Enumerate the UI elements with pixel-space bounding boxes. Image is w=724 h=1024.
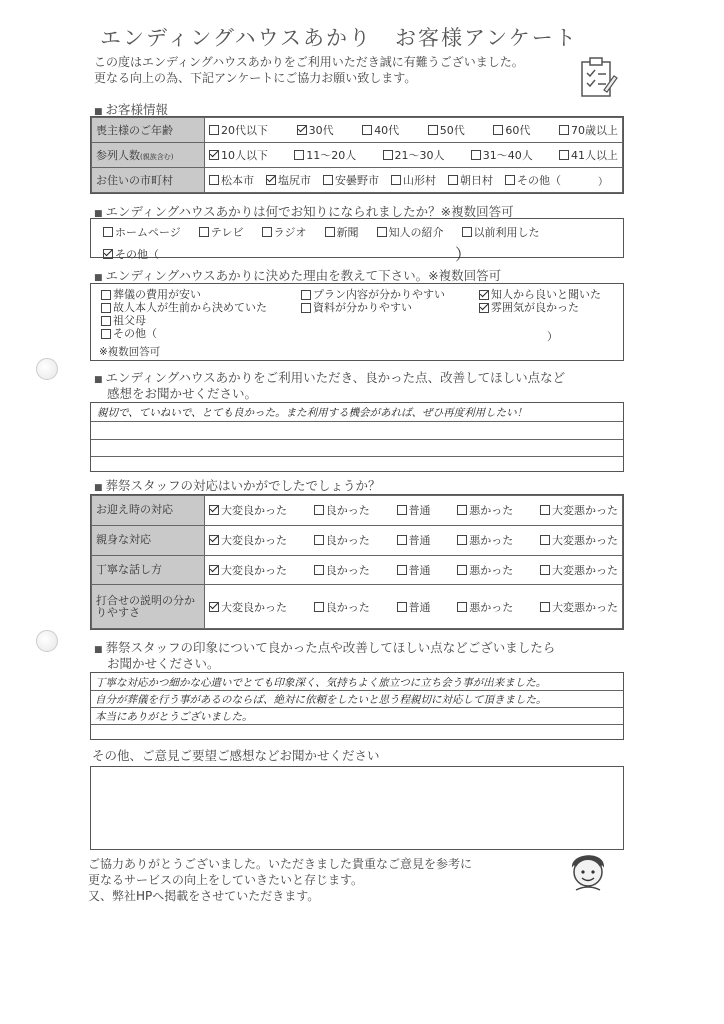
staff-row-0-options [209, 502, 618, 518]
reason-b-option-1-checkbox[interactable] [301, 303, 311, 313]
age-option-4[interactable] [493, 122, 530, 138]
reason-a-option-3[interactable] [101, 327, 301, 340]
reason-a-option-3-checkbox[interactable] [101, 329, 111, 339]
city-option-0[interactable] [209, 172, 254, 188]
staff-row-2-option-2[interactable] [397, 562, 431, 578]
staff-row-2-option-0[interactable] [209, 562, 287, 578]
staff-row-1-label: 親身な対応 [92, 525, 205, 555]
reason-a-option-0[interactable] [101, 288, 301, 301]
section-other: その他、ご意見ご要望ご感想などお聞かせください [92, 748, 380, 763]
reason-a-option-2-checkbox[interactable] [101, 316, 111, 326]
how-known-option-5[interactable] [462, 224, 540, 240]
staff-row-1-option-3[interactable] [457, 532, 513, 548]
age-option-0-checkbox[interactable] [209, 125, 219, 135]
row-city [92, 168, 623, 193]
city-option-4-label: 朝日村 [460, 174, 493, 187]
staff-row-1-option-0-label: 大変良かった [221, 534, 287, 548]
how-known-option-1-label: テレビ [210, 226, 244, 239]
staff-row-1 [92, 525, 623, 555]
age-option-2-label: 40代 [374, 124, 400, 137]
city-option-2-checkbox[interactable] [323, 175, 333, 185]
staff-row-1-option-1-checkbox[interactable] [314, 535, 324, 545]
reason-c-option-0-checkbox[interactable] [479, 290, 489, 300]
reasons-note: ※複数回答可 [99, 346, 161, 358]
age-options [209, 122, 618, 138]
city-option-0-checkbox[interactable] [209, 175, 219, 185]
staff-row-3-option-1-label: 良かった [325, 600, 370, 614]
staff-row-0-option-3-checkbox[interactable] [457, 505, 467, 515]
attendees-option-4[interactable] [559, 147, 618, 163]
staff-row-2-option-3-label: 悪かった [469, 563, 514, 577]
how-known-other[interactable] [103, 246, 159, 262]
staff-row-3-options [209, 599, 618, 615]
staff-row-3-option-4-checkbox[interactable] [540, 602, 550, 612]
reason-c-option-1-label: 雰囲気が良かった [491, 301, 579, 314]
row-attendees-label [92, 143, 205, 168]
staff-row-1-option-1-label: 良かった [325, 534, 370, 548]
age-option-1[interactable] [297, 122, 334, 138]
staff-row-2-option-4[interactable] [540, 562, 618, 578]
attendees-option-2-label: 21〜30人 [394, 149, 445, 162]
attendees-option-1[interactable] [294, 147, 356, 163]
city-option-1[interactable] [266, 172, 311, 188]
reason-c-option-0[interactable] [479, 288, 601, 301]
how-known-other-checkbox[interactable] [103, 249, 113, 259]
row-attendees [92, 143, 623, 168]
feedback-rule-1 [91, 421, 623, 422]
impression-answer-line-1: 丁寧な対応かつ細かな心遣いでとても印象深く、気持ちよく旅立つに立ち会う事が出来ました。 [95, 677, 547, 689]
age-option-5[interactable] [559, 122, 618, 138]
attendees-option-1-label: 11〜20人 [306, 149, 357, 162]
reason-a-option-3-label: その他（ [113, 327, 157, 340]
staff-row-1-option-0-checkbox[interactable] [209, 535, 219, 545]
section-feedback-line2: 感想をお聞かせください。 [107, 386, 258, 401]
staff-row-1-option-3-checkbox[interactable] [457, 535, 467, 545]
staff-row-3-option-4[interactable] [540, 599, 618, 615]
staff-row-2-option-4-checkbox[interactable] [540, 565, 550, 575]
staff-row-2-option-3-checkbox[interactable] [457, 565, 467, 575]
city-option-3[interactable] [391, 172, 436, 188]
age-option-4-label: 60代 [505, 124, 531, 137]
punch-hole-top [36, 358, 58, 380]
attendees-option-0-label: 10人以下 [221, 149, 268, 162]
how-known-option-2[interactable] [262, 224, 307, 240]
staff-row-1-option-4-checkbox[interactable] [540, 535, 550, 545]
staff-row-3-option-2-label: 普通 [408, 600, 431, 614]
city-option-4[interactable] [448, 172, 493, 188]
section-impression: ■ 葬祭スタッフの印象について良かった点や改善してほしい点などございましたら [94, 638, 555, 656]
city-option-5-label: その他（ [517, 174, 561, 187]
section-reasons: ■ エンディングハウスあかりに決めた理由を教えて下さい。※複数回答可 [94, 266, 501, 284]
how-known-option-0-label: ホームページ [115, 226, 181, 239]
staff-row-1-option-0[interactable] [209, 532, 287, 548]
how-known-option-4-checkbox[interactable] [377, 227, 387, 237]
how-known-close-paren: ） [455, 245, 472, 264]
staff-row-0-option-0-checkbox[interactable] [209, 505, 219, 515]
how-known-option-5-label: 以前利用した [473, 226, 540, 239]
staff-row-0-option-0-label: 大変良かった [221, 504, 287, 518]
how-known-option-4[interactable] [377, 224, 444, 240]
age-option-3[interactable] [428, 122, 465, 138]
reason-b-option-1-label: 資料が分かりやすい [313, 301, 412, 314]
staff-row-1-option-2[interactable] [397, 532, 431, 548]
attendees-option-0-checkbox[interactable] [209, 150, 219, 160]
reason-c-option-1-checkbox[interactable] [479, 303, 489, 313]
age-option-5-label: 70歳以上 [570, 124, 618, 137]
attendees-option-0[interactable] [209, 147, 268, 163]
staff-row-2-option-4-label: 大変悪かった [552, 563, 618, 577]
reason-a-option-2[interactable] [101, 314, 301, 327]
staff-row-2-option-0-label: 大変良かった [221, 563, 287, 577]
reasons-col-3 [479, 288, 601, 340]
age-option-5-checkbox[interactable] [559, 125, 569, 135]
staff-row-2-option-1[interactable] [314, 562, 370, 578]
staff-row-3-option-0[interactable] [209, 599, 287, 615]
section-impression-line2: お聞かせください。 [107, 656, 220, 671]
reasons-col-2 [301, 288, 479, 340]
how-known-option-3-checkbox[interactable] [325, 227, 335, 237]
staff-rating-table [90, 494, 624, 630]
staff-row-2-option-1-label: 良かった [325, 563, 370, 577]
staff-row-0-label: お迎え時の対応 [92, 496, 205, 526]
section-how-known: ■ エンディングハウスあかりは何でお知りになられましたか？※複数回答可 [94, 202, 514, 220]
staff-row-3-option-1[interactable] [314, 599, 370, 615]
section-feedback: ■ エンディングハウスあかりをご利用いただき、良かった点、改善してほしい点など [94, 368, 565, 386]
staff-row-1-option-2-checkbox[interactable] [397, 535, 407, 545]
attendees-options [209, 147, 618, 163]
staff-row-3-option-0-checkbox[interactable] [209, 602, 219, 612]
attendees-option-2-checkbox[interactable] [383, 150, 393, 160]
reason-a-option-2-label: 祖父母 [113, 314, 146, 327]
age-option-3-checkbox[interactable] [428, 125, 438, 135]
city-option-3-label: 山形村 [403, 174, 436, 187]
staff-row-0-option-3-label: 悪かった [469, 504, 514, 518]
attendees-option-3-checkbox[interactable] [471, 150, 481, 160]
staff-row-0-option-1-checkbox[interactable] [314, 505, 324, 515]
staff-row-3-option-2-checkbox[interactable] [397, 602, 407, 612]
how-known-option-3[interactable] [325, 224, 359, 240]
staff-row-2-option-3[interactable] [457, 562, 513, 578]
how-known-other-label: その他（ [115, 247, 159, 261]
reason-c-option-0-label: 知人から良いと聞いた [491, 288, 601, 301]
staff-row-0-option-1-label: 良かった [325, 504, 370, 518]
feedback-rule-3 [91, 456, 623, 457]
age-option-0-label: 20代以下 [221, 124, 268, 137]
reason-b-option-1[interactable] [301, 301, 479, 314]
age-option-4-checkbox[interactable] [493, 125, 503, 135]
staff-row-1-option-3-label: 悪かった [469, 534, 514, 548]
how-known-option-0[interactable] [103, 224, 181, 240]
attendees-option-2[interactable] [383, 147, 445, 163]
impression-rule-2 [91, 707, 623, 708]
reasons-box [90, 283, 624, 361]
row-age-label: 喪主様のご年齢 [92, 118, 205, 143]
staff-row-2-option-0-checkbox[interactable] [209, 565, 219, 575]
section-staff: ■ 葬祭スタッフの対応はいかがでしたでしょうか？ [94, 476, 381, 494]
row-city-label: お住いの市町村 [92, 168, 205, 193]
city-option-0-label: 松本市 [221, 174, 254, 187]
staff-row-3-option-3-label: 悪かった [469, 600, 514, 614]
impression-answer-line-3: 本当にありがとうございました。 [95, 711, 253, 723]
customer-info-table [90, 116, 624, 194]
staff-row-3-label: 打合せの説明の分かりやすさ [92, 585, 205, 629]
staff-row-2-option-2-checkbox[interactable] [397, 565, 407, 575]
footer-line-3: 又、弊社HPへ掲載をさせていただきます。 [88, 889, 320, 903]
reason-a-option-0-checkbox[interactable] [101, 290, 111, 300]
reasons-close-paren: ） [547, 330, 558, 343]
reason-b-option-0-label: プラン内容が分かりやすい [313, 288, 445, 301]
impression-answer-box[interactable] [90, 672, 624, 740]
age-option-2[interactable] [362, 122, 399, 138]
staff-row-0-option-4[interactable] [540, 502, 618, 518]
staff-row-1-option-1[interactable] [314, 532, 370, 548]
staff-row-0-option-2[interactable] [397, 502, 431, 518]
how-known-option-1[interactable] [199, 224, 244, 240]
staff-row-0-option-0[interactable] [209, 502, 287, 518]
staff-row-0-option-2-checkbox[interactable] [397, 505, 407, 515]
reason-a-option-0-label: 葬儀の費用が安い [113, 288, 201, 301]
punch-hole-bottom [36, 630, 58, 652]
city-option-1-checkbox[interactable] [266, 175, 276, 185]
staff-row-3-option-2[interactable] [397, 599, 431, 615]
staff-row-2-label: 丁寧な話し方 [92, 555, 205, 585]
footer-text [88, 856, 472, 904]
how-known-option-2-label: ラジオ [273, 226, 307, 239]
how-known-option-3-label: 新聞 [336, 226, 359, 239]
footer-line-1: ご協力ありがとうございました。いただきました貴重なご意見を参考に [88, 857, 473, 871]
city-option-5-checkbox[interactable] [505, 175, 515, 185]
how-known-option-4-label: 知人の紹介 [388, 226, 444, 239]
reason-c-option-1[interactable] [479, 301, 601, 314]
footer-line-2: 更なるサービスの向上をしていきたいと存じます。 [88, 873, 364, 887]
how-known-box [90, 218, 624, 264]
intro-line-2: 更なる向上の為、下記アンケートにご協力お願い致します。 [94, 71, 417, 85]
staff-row-0-option-4-checkbox[interactable] [540, 505, 550, 515]
age-option-3-label: 50代 [439, 124, 465, 137]
city-option-2[interactable] [323, 172, 379, 188]
feedback-answer-text: 親切で、ていねいで、とても良かった。また利用する機会があれば、ぜひ再度利用したい！ [97, 407, 528, 419]
staff-row-3-option-0-label: 大変良かった [221, 600, 287, 614]
how-known-option-0-checkbox[interactable] [103, 227, 113, 237]
staff-row-0-option-4-label: 大変悪かった [552, 504, 618, 518]
how-known-other-row [103, 242, 611, 265]
staff-row-0-option-1[interactable] [314, 502, 370, 518]
attendees-option-1-checkbox[interactable] [294, 150, 304, 160]
feedback-answer-box[interactable] [90, 402, 624, 472]
how-known-option-2-checkbox[interactable] [262, 227, 272, 237]
reasons-columns [101, 288, 613, 340]
attendees-option-4-label: 41人以上 [571, 149, 618, 162]
staff-row-2 [92, 555, 623, 585]
clipboard-icon [578, 56, 618, 100]
other-answer-box[interactable] [90, 766, 624, 850]
staff-row-1-options [209, 532, 618, 548]
intro-text [94, 54, 524, 86]
how-known-options [103, 224, 611, 240]
staff-row-2-options [209, 562, 618, 578]
intro-line-1: この度はエンディングハウスあかりをご利用いただき誠に有難うございました。 [94, 55, 524, 69]
reasons-col-1 [101, 288, 301, 340]
staff-row-3-option-4-label: 大変悪かった [552, 600, 618, 614]
city-option-5[interactable] [505, 172, 561, 188]
how-known-option-1-checkbox[interactable] [199, 227, 209, 237]
staff-row-1-option-4[interactable] [540, 532, 618, 548]
staff-mascot-icon [566, 846, 610, 894]
staff-row-0 [92, 496, 623, 526]
city-option-3-checkbox[interactable] [391, 175, 401, 185]
staff-row-3-option-3-checkbox[interactable] [457, 602, 467, 612]
attendees-option-3-label: 31〜40人 [482, 149, 533, 162]
impression-rule-1 [91, 690, 623, 691]
staff-rating-grid [91, 495, 623, 629]
age-option-0[interactable] [209, 122, 268, 138]
staff-row-3-option-3[interactable] [457, 599, 513, 615]
reason-b-option-0-checkbox[interactable] [301, 290, 311, 300]
reason-a-option-1[interactable] [101, 301, 301, 314]
staff-row-0-option-2-label: 普通 [408, 504, 431, 518]
attendees-label-note: (親族含む) [140, 153, 174, 161]
impression-rule-3 [91, 724, 623, 725]
staff-row-1-option-4-label: 大変悪かった [552, 534, 618, 548]
reason-b-option-0[interactable] [301, 288, 479, 301]
row-age [92, 118, 623, 143]
staff-row-2-option-1-checkbox[interactable] [314, 565, 324, 575]
city-option-4-checkbox[interactable] [448, 175, 458, 185]
staff-row-3 [92, 585, 623, 629]
reason-a-option-1-checkbox[interactable] [101, 303, 111, 313]
staff-row-2-option-2-label: 普通 [408, 563, 431, 577]
age-option-1-checkbox[interactable] [297, 125, 307, 135]
attendees-label-text: 参列人数 [96, 149, 140, 162]
impression-answer-line-2: 自分が葬儀を行う事があるのならば、絶対に依頼をしたいと思う程親切に対応して頂きました。 [95, 694, 547, 706]
city-close-paren: ） [598, 176, 608, 188]
city-option-2-label: 安曇野市 [335, 174, 379, 187]
reason-a-option-1-label: 故人本人が生前から決めていた [113, 301, 267, 314]
age-option-2-checkbox[interactable] [362, 125, 372, 135]
city-options [209, 172, 618, 188]
attendees-option-4-checkbox[interactable] [559, 150, 569, 160]
staff-row-1-option-2-label: 普通 [408, 534, 431, 548]
feedback-rule-2 [91, 439, 623, 440]
section-customer-info: ■ お客様情報 [94, 100, 168, 118]
form-title: エンディングハウスあかり お客様アンケート [100, 26, 578, 50]
age-option-1-label: 30代 [308, 124, 334, 137]
staff-row-3-option-1-checkbox[interactable] [314, 602, 324, 612]
staff-row-0-option-3[interactable] [457, 502, 513, 518]
attendees-option-3[interactable] [471, 147, 533, 163]
how-known-option-5-checkbox[interactable] [462, 227, 472, 237]
city-option-1-label: 塩尻市 [278, 174, 311, 187]
